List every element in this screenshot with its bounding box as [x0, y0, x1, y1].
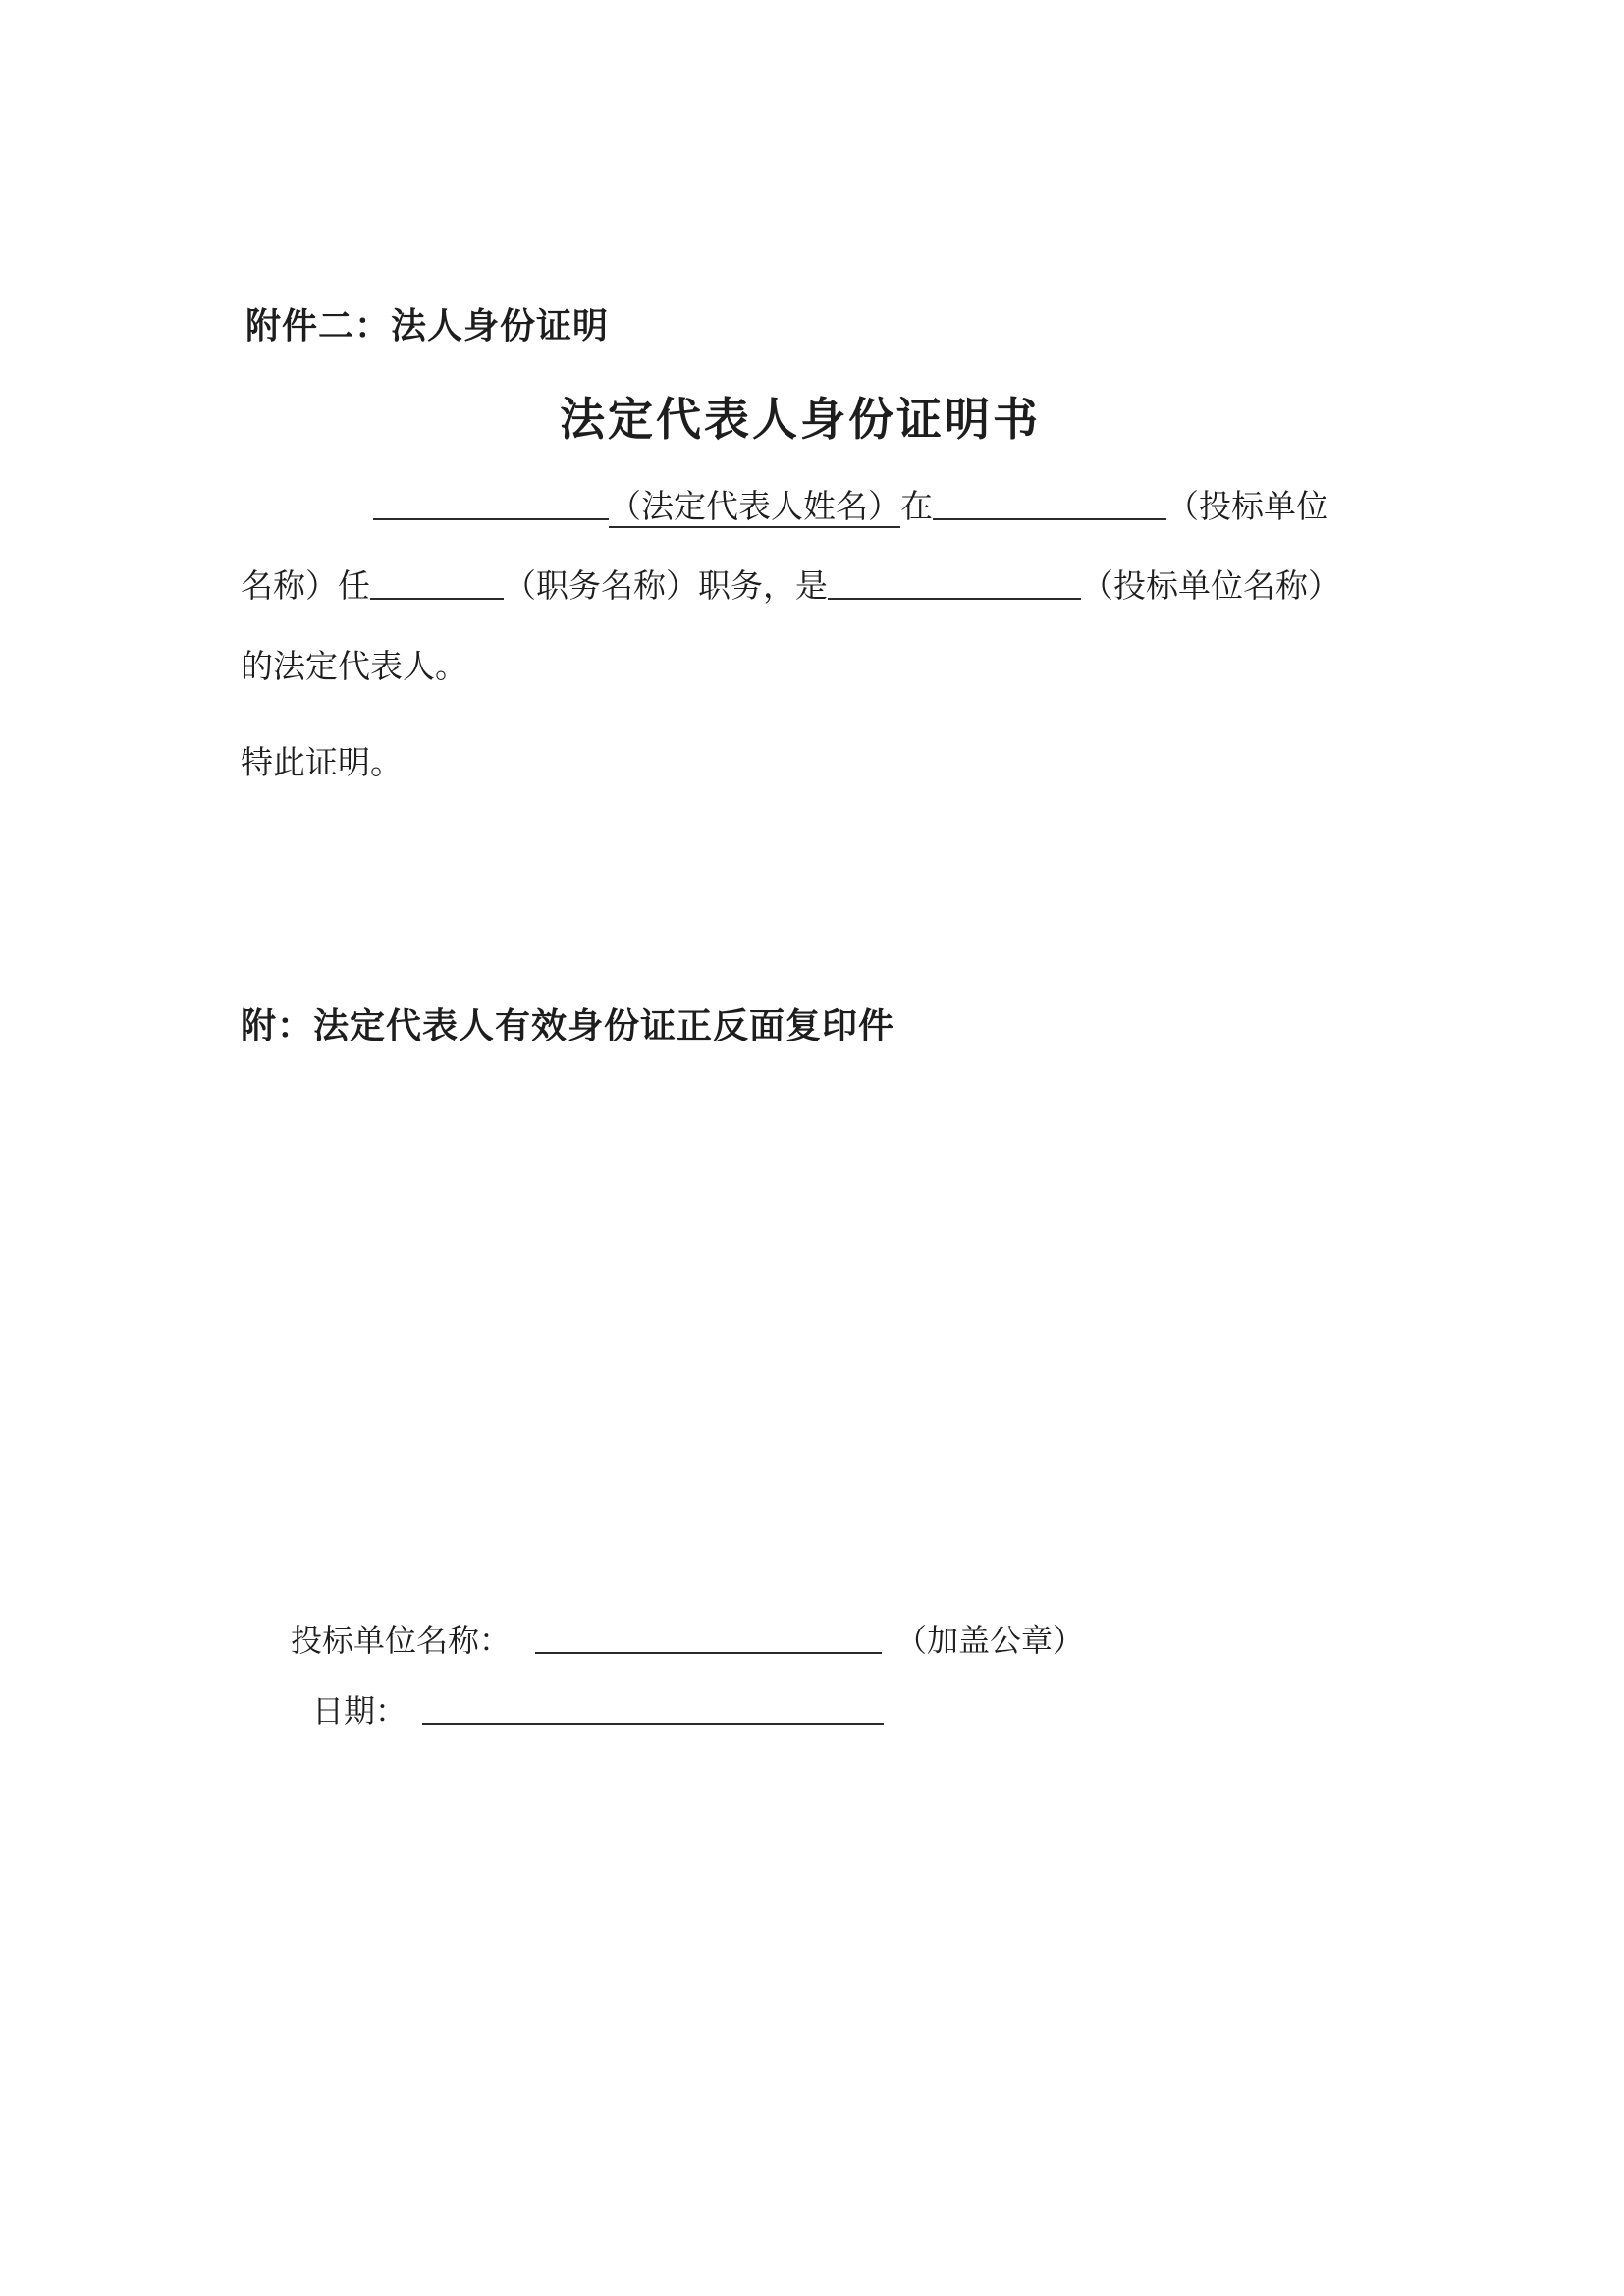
- bidder-hint-open: （投标单位: [1166, 490, 1328, 525]
- word-in: 在: [900, 490, 933, 525]
- line2-prefix: 名称）任: [241, 569, 370, 605]
- attachment-label: 附件二：法人身份证明: [245, 305, 610, 346]
- signature-org-row: [291, 1621, 1084, 1660]
- seal-note: （加盖公章）: [895, 1623, 1085, 1658]
- document-title: 法定代表人身份证明书: [560, 394, 1041, 445]
- body-line-3: 的法定代表人。: [241, 650, 467, 685]
- org-name-label: 投标单位名称：: [291, 1623, 512, 1658]
- blank-position-title: [370, 596, 504, 600]
- blank-legal-rep-name: [373, 516, 609, 520]
- blank-date: [422, 1721, 884, 1725]
- blank-org-name: [535, 1650, 882, 1654]
- blank-bidder-name-2: [828, 596, 1081, 600]
- body-line-1: [241, 488, 1551, 528]
- signature-date-row: [312, 1691, 884, 1731]
- body-line-2: [241, 567, 1419, 608]
- attachment-note: 附：法定代表人有效身份证正反面复印件: [241, 1005, 895, 1045]
- position-hint: （职务名称）职务，是: [504, 569, 828, 605]
- closing-statement: 特此证明。: [241, 746, 403, 781]
- blank-bidder-name-1: [933, 516, 1166, 520]
- bidder-name-hint: （投标单位名称）: [1081, 569, 1340, 605]
- legal-rep-name-hint: （法定代表人姓名）: [609, 490, 900, 528]
- date-label: 日期：: [312, 1693, 407, 1729]
